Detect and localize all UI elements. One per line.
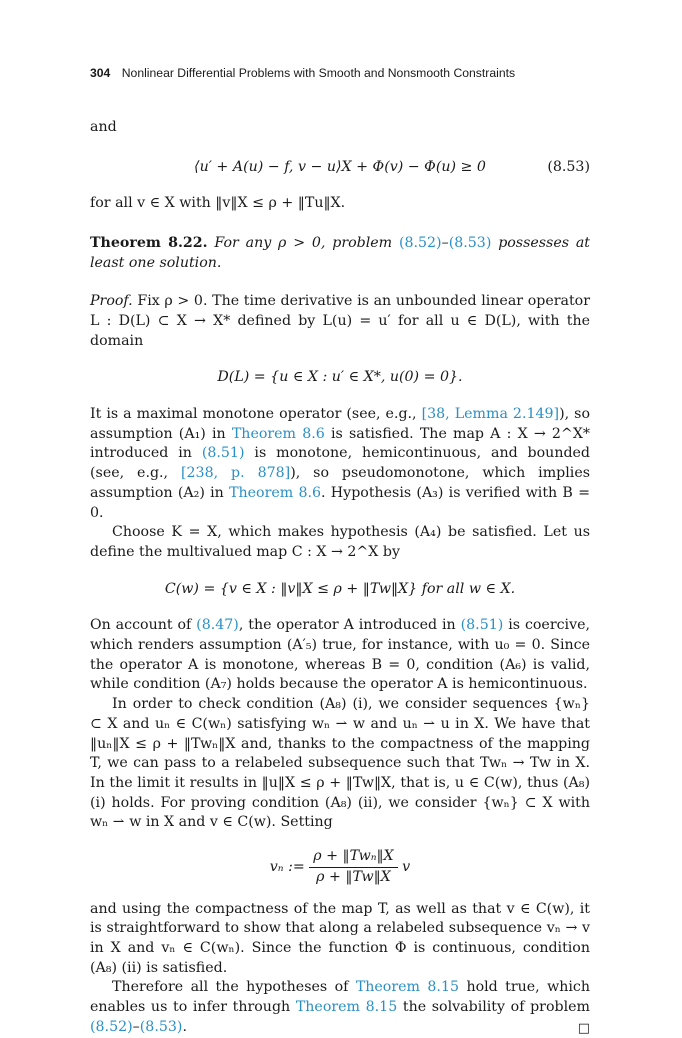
- paragraph-conclusion: [90, 978, 590, 1037]
- equation-domain-body: D(L) = {u ∈ X : u′ ∈ X*, u(0) = 0}.: [217, 369, 463, 386]
- equation-8-53: [90, 158, 590, 178]
- text: is monotone, hemicontinuous, and bounded (see, e.g.,: [90, 445, 591, 482]
- paragraph-maximal-monotone: [90, 405, 590, 523]
- running-title: Nonlinear Differential Problems with Smooth and Nonsmooth Constraints: [121, 66, 516, 80]
- page-number: 304: [90, 66, 111, 80]
- page-content: [90, 64, 590, 1038]
- text: , the operator A introduced in: [238, 617, 456, 634]
- qed-symbol: □: [577, 1020, 590, 1036]
- text: the solvability of problem: [402, 999, 590, 1016]
- proof-text: Fix ρ > 0. The time derivative is an unbounded linear operator L : D(L) ⊂ X → X* defined by L(u) = u′ for all u ∈ D(L), with the domain: [90, 293, 591, 349]
- text: hold true, which enables us to infer through: [90, 979, 591, 1016]
- text: is coercive, which renders assumption (A′₅) true, for instance, with u₀ = 0. Since the operator A is monotone, whereas B = 0, condition (A₆) is valid, while condition (A₇) holds because the operator A is hemicontinuous.: [90, 617, 591, 693]
- ref-link[interactable]: (8.51): [201, 445, 245, 462]
- paragraph-coercive: [90, 616, 590, 695]
- text: .: [182, 1018, 187, 1035]
- text: . Hypothesis (A₃) is verified with B = 0.: [90, 484, 590, 521]
- equation-multivalued-map: [90, 580, 590, 600]
- paragraph-for-all: for all v ∈ X with ‖v‖X ≤ ρ + ‖Tu‖X.: [90, 195, 346, 212]
- proof-paragraph: [90, 292, 590, 351]
- theorem-dash: –: [441, 234, 449, 251]
- fraction-numerator: ρ + ‖Twₙ‖X: [309, 847, 397, 868]
- text: is satisfied. The map A : X → 2^X* introduced in: [90, 425, 591, 462]
- equation-number: (8.53): [547, 159, 590, 176]
- equation-vn-rhs: v: [402, 859, 411, 876]
- ref-link[interactable]: [38, Lemma 2.149]: [421, 406, 560, 423]
- equation-vn-fraction: [309, 847, 397, 887]
- equation-8-53-body: ⟨u′ + A(u) − f, v − u⟩X + Φ(v) − Φ(u) ≥ 0: [194, 159, 486, 176]
- equation-multivalued-map-body: C(w) = {v ∈ X : ‖v‖X ≤ ρ + ‖Tw‖X} for all w ∈ X.: [164, 580, 516, 597]
- ref-link[interactable]: (8.53): [448, 234, 492, 251]
- text: On account of: [90, 617, 192, 634]
- theorem-label: Theorem 8.22.: [90, 234, 208, 251]
- ref-link[interactable]: (8.47): [196, 617, 239, 634]
- text: It is a maximal monotone operator (see, e.g.,: [90, 406, 417, 423]
- ref-link[interactable]: Theorem 8.6: [231, 425, 325, 442]
- ref-link[interactable]: Theorem 8.6: [229, 484, 322, 501]
- paragraph-compactness: and using the compactness of the map T, as well as that v ∈ C(w), it is straightforward to show that along a relabeled subsequence vₙ → v in X and vₙ ∈ C(wₙ). Since the function Φ is continuous, condition (A₈) (ii) is satisfied.: [90, 900, 590, 976]
- ref-link[interactable]: Theorem 8.15: [295, 999, 398, 1016]
- ref-link[interactable]: Theorem 8.15: [355, 979, 459, 996]
- ref-link[interactable]: [238, p. 878]: [181, 465, 291, 482]
- theorem-text: possesses at least one solution.: [90, 234, 590, 271]
- ref-link[interactable]: (8.52): [90, 1018, 133, 1035]
- ref-link[interactable]: (8.53): [139, 1018, 183, 1035]
- paragraph-and: and: [90, 118, 117, 135]
- theorem-text: For any ρ > 0, problem: [214, 234, 393, 251]
- paragraph-condition-a8: In order to check condition (A₈) (i), we consider sequences {wₙ} ⊂ X and uₙ ∈ C(wₙ) satisfying wₙ ⇀ w and uₙ ⇀ u in X. We have that ‖uₙ‖X ≤ ρ + ‖Twₙ‖X and, thanks to the compactness of the mapping T, we can pass to a relabeled subsequence such that Twₙ → Tw in X. In the limit it results in ‖u‖X ≤ ρ + ‖Tw‖X, that is, u ∈ C(w), thus (A₈) (i) holds. For proving condition (A₈) (ii), we consider {wₙ} ⊂ X with wₙ ⇀ w in X and v ∈ C(w). Setting: [90, 696, 590, 831]
- text: Therefore all the hypotheses of: [112, 979, 349, 996]
- theorem-8-22: [90, 234, 590, 273]
- text: ), so assumption (A₁) in: [90, 406, 590, 442]
- text: –: [132, 1018, 140, 1035]
- fraction-denominator: ρ + ‖Tw‖X: [316, 868, 391, 885]
- text: ), so pseudomonotone, which implies assumption (A₂) in: [90, 465, 590, 501]
- ref-link[interactable]: (8.52): [398, 234, 442, 251]
- equation-vn-lhs: vₙ :=: [269, 859, 305, 876]
- equation-vn: [90, 847, 590, 887]
- equation-domain: [90, 368, 590, 388]
- running-header: [90, 64, 590, 84]
- paragraph-choose-k: Choose K = X, which makes hypothesis (A₄) be satisfied. Let us define the multivalued map C : X → 2^X by: [90, 524, 590, 560]
- ref-link[interactable]: (8.51): [460, 617, 504, 634]
- proof-label: Proof.: [90, 293, 133, 310]
